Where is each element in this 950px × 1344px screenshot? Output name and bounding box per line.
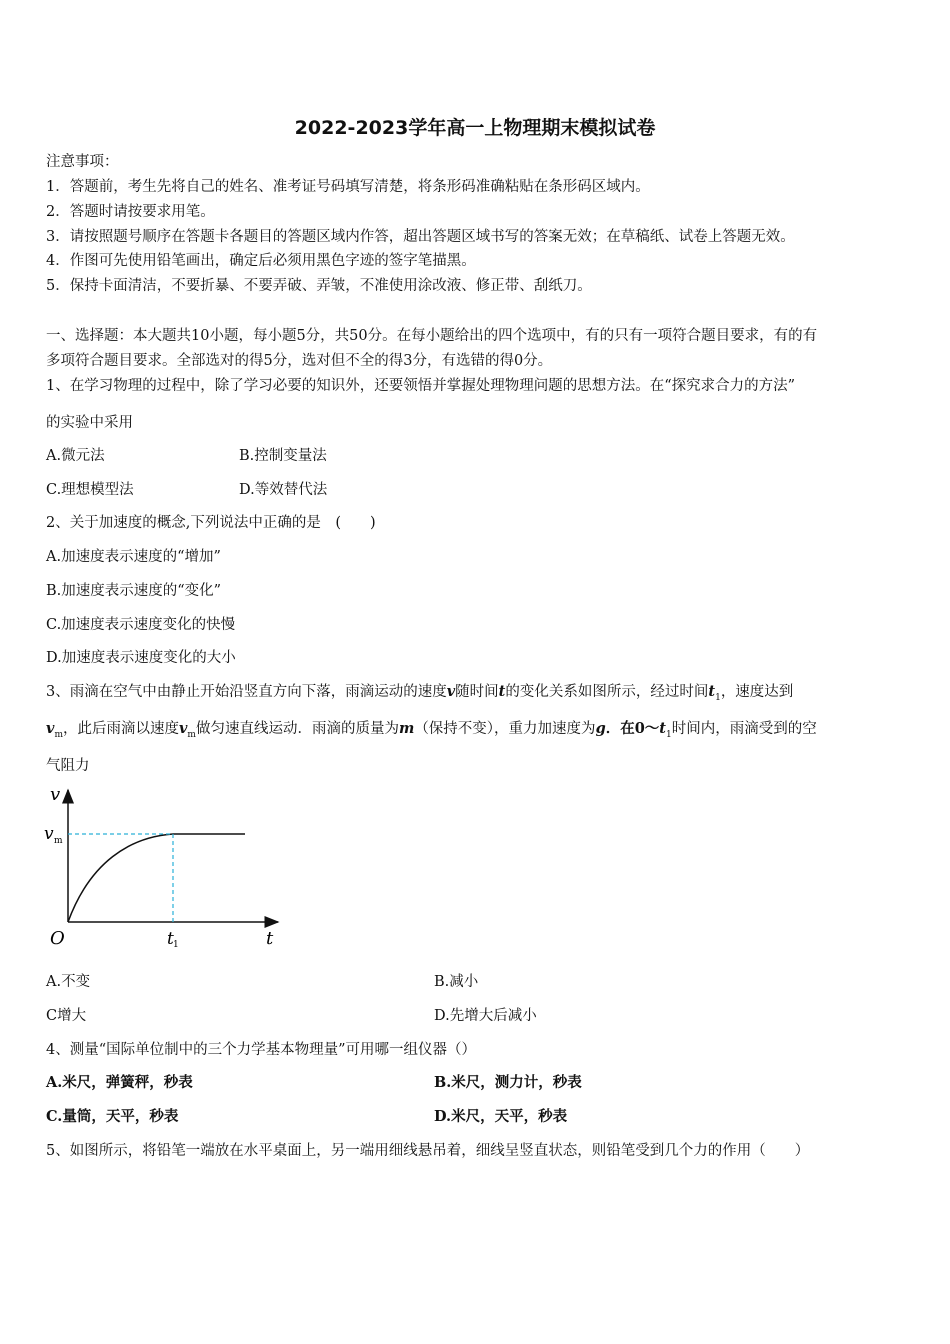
notice-item: 5．保持卡面清洁，不要折暴、不要弄破、弄皱，不准使用涂改液、修正带、刮纸刀。 xyxy=(46,278,592,294)
q1-option-d: D.等效替代法 xyxy=(239,482,328,498)
vm-label: v xyxy=(44,824,54,844)
q1-option-a: A.微元法 xyxy=(46,448,105,464)
q4-option-d: D.米尺，天平，秒表 xyxy=(434,1108,568,1125)
t1-label: t xyxy=(167,929,174,949)
page-title: 2022-2023学年高一上物理期末模拟试卷 xyxy=(294,117,656,139)
notice-item: 1．答题前，考生先将自己的姓名、准考证号码填写清楚，将条形码准确粘贴在条形码区域内。 xyxy=(46,179,650,195)
q1-stem-cont: 的实验中采用 xyxy=(46,415,133,431)
origin-label: O xyxy=(50,928,65,949)
q3-stem: 3、雨滴在空气中由静止开始沿竖直方向下落，雨滴运动的速度v随时间t的变化关系如图所示，经过时间$t_1$，速度达到 xyxy=(46,683,794,703)
q2-option-a: A.加速度表示速度的“增加” xyxy=(46,549,221,565)
q1-option-b: B.控制变量法 xyxy=(239,448,327,464)
q5-stem: 5、如图所示，将铅笔一端放在水平桌面上，另一端用细线悬吊着，细线呈竖直状态，则铅笔受到几个力的作用（ ） xyxy=(46,1143,810,1159)
velocity-curve xyxy=(68,834,173,922)
velocity-time-graph xyxy=(40,782,290,952)
q3-option-a: A.不变 xyxy=(46,974,91,990)
q3-option-d: D.先增大后减小 xyxy=(434,1008,537,1024)
q3-option-b: B.减小 xyxy=(434,974,479,990)
x-axis-label: t xyxy=(266,928,274,949)
t1-subscript: 1 xyxy=(173,940,179,950)
q3-option-c: C增大 xyxy=(46,1008,87,1024)
q2-option-c: C.加速度表示速度变化的快慢 xyxy=(46,617,236,633)
q3-stem-cont: $v_m$，此后雨滴以速度$v_m$做匀速直线运动．雨滴的质量为m（保持不变），重力加速度为g．在$0\sim t_1$时间内，雨滴受到的空 xyxy=(46,720,817,740)
section-instructions-cont: 多项符合题目要求。全部选对的得5分，选对但不全的得3分，有选错的得0分。 xyxy=(46,353,553,369)
q4-stem: 4、测量“国际单位制中的三个力学基本物理量”可用哪一组仪器（） xyxy=(46,1042,477,1058)
section-instructions: 一、选择题：本大题共10小题，每小题5分，共50分。在每小题给出的四个选项中，有的只有一项符合题目要求，有的有 xyxy=(46,328,818,344)
notice-item: 2．答题时请按要求用笔。 xyxy=(46,204,215,220)
q1-option-c: C.理想模型法 xyxy=(46,482,134,498)
notice-heading: 注意事项： xyxy=(46,154,119,170)
y-axis-label: v xyxy=(50,784,61,805)
q4-option-b: B.米尺，测力计，秒表 xyxy=(434,1074,582,1091)
vm-subscript: m xyxy=(54,836,63,846)
q3-stem-cont: 气阻力 xyxy=(46,758,90,774)
q2-option-b: B.加速度表示速度的“变化” xyxy=(46,583,222,599)
q2-stem: 2、关于加速度的概念,下列说法中正确的是 ( ) xyxy=(46,515,376,531)
notice-item: 4．作图可先使用铅笔画出，确定后必须用黑色字迹的签字笔描黑。 xyxy=(46,253,476,269)
q4-option-a: A.米尺，弹簧秤，秒表 xyxy=(46,1074,193,1091)
q4-option-c: C.量筒，天平，秒表 xyxy=(46,1108,179,1125)
q1-stem: 1、在学习物理的过程中，除了学习必要的知识外，还要领悟并掌握处理物理问题的思想方法。在“探究求合力的方法” xyxy=(46,378,796,394)
notice-item: 3．请按照题号顺序在答题卡各题目的答题区域内作答，超出答题区域书写的答案无效；在草稿纸、试卷上答题无效。 xyxy=(46,229,795,245)
q2-option-d: D.加速度表示速度变化的大小 xyxy=(46,650,236,666)
